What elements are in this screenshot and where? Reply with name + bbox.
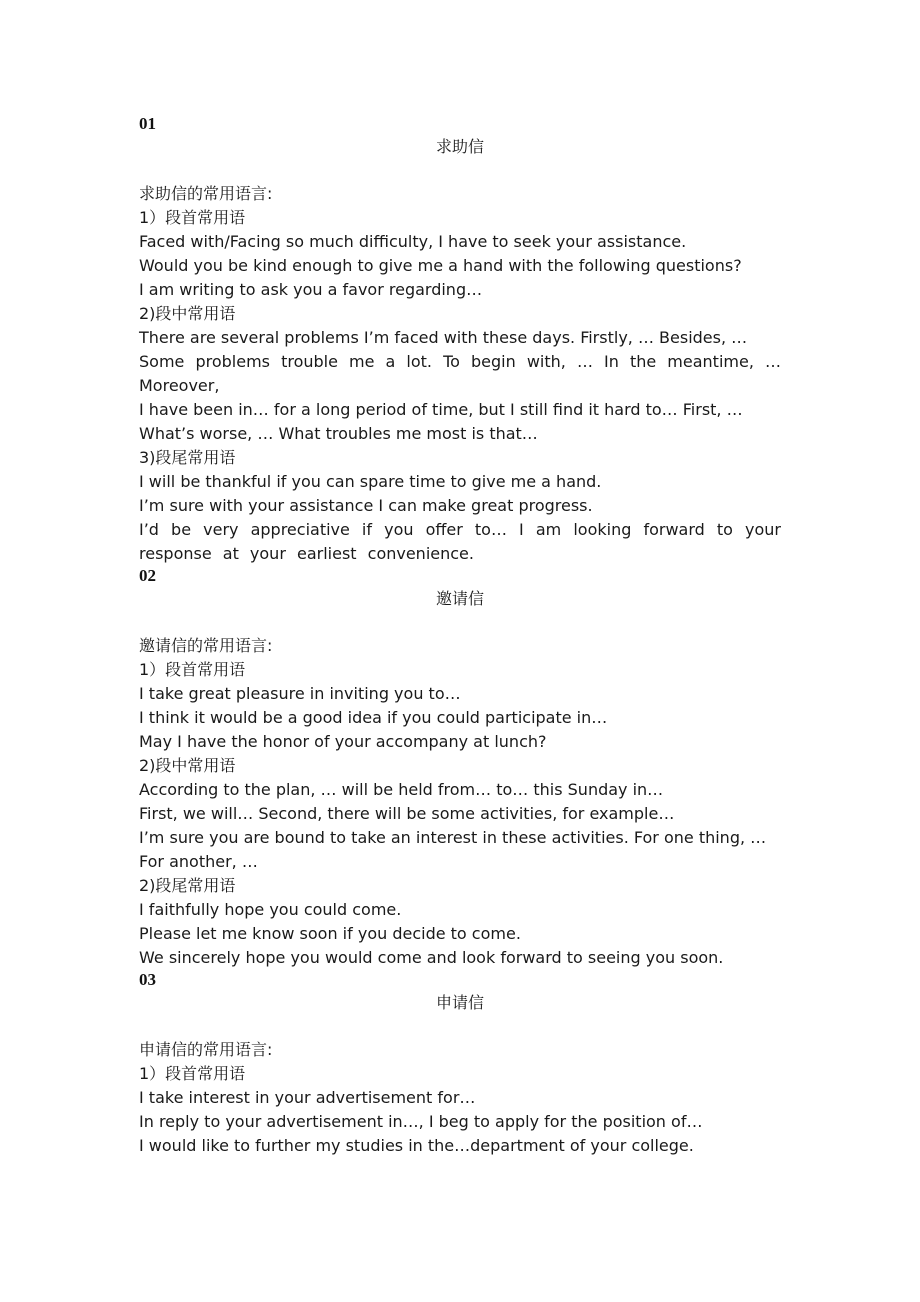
section-intro: 邀请信的常用语言:: [139, 636, 273, 655]
phrase-line: In reply to your advertisement in…, I beg to apply for the position of…: [139, 1112, 703, 1131]
section-invitation-letter: [139, 566, 781, 970]
phrase-line: For another, …: [139, 852, 258, 871]
section-title: 求助信: [435, 137, 484, 156]
part-heading: 3)段尾常用语: [139, 448, 236, 467]
phrase-line: I will be thankful if you can spare time to give me a hand.: [139, 472, 602, 491]
phrase-line: I take great pleasure in inviting you to…: [139, 684, 461, 703]
part-heading: 2)段尾常用语: [139, 876, 236, 895]
phrase-line: I’m sure you are bound to take an interest in these activities. For one thing, …: [139, 828, 767, 847]
phrase-line: I faithfully hope you could come.: [139, 900, 402, 919]
phrase-line: Please let me know soon if you decide to come.: [139, 924, 521, 943]
part-heading: 1）段首常用语: [139, 660, 246, 679]
section-title: 邀请信: [435, 589, 484, 608]
phrase-line: I think it would be a good idea if you could participate in…: [139, 708, 608, 727]
phrase-line: According to the plan, … will be held from… to… this Sunday in…: [139, 780, 664, 799]
part-heading: 2)段中常用语: [139, 756, 236, 775]
phrase-line: Would you be kind enough to give me a hand with the following questions?: [139, 256, 742, 275]
phrase-line: I’m sure with your assistance I can make great progress.: [139, 496, 593, 515]
phrase-line: There are several problems I’m faced with these days. Firstly, … Besides, …: [139, 328, 748, 347]
phrase-line: May I have the honor of your accompany at lunch?: [139, 732, 547, 751]
phrase-line: I have been in… for a long period of time, but I still find it hard to… First, …: [139, 400, 743, 419]
document-content: [139, 114, 781, 1158]
section-help-letter: [139, 114, 781, 566]
section-number: 02: [139, 566, 156, 585]
section-title: 申请信: [435, 993, 484, 1012]
phrase-line: We sincerely hope you would come and look forward to seeing you soon.: [139, 948, 724, 967]
phrase-line: I’d be very appreciative if you offer to… I am looking forward to your response at your earliest convenience.: [139, 520, 781, 563]
section-intro: 申请信的常用语言:: [139, 1040, 273, 1059]
phrase-line: Some problems trouble me a lot. To begin with, … In the meantime, … Moreover,: [139, 352, 781, 395]
phrase-line: I take interest in your advertisement for…: [139, 1088, 476, 1107]
phrase-line: Faced with/Facing so much difficulty, I have to seek your assistance.: [139, 232, 687, 251]
part-heading: 1）段首常用语: [139, 1064, 246, 1083]
phrase-line: First, we will… Second, there will be some activities, for example…: [139, 804, 675, 823]
phrase-line: I would like to further my studies in the…department of your college.: [139, 1136, 694, 1155]
phrase-line: I am writing to ask you a favor regarding…: [139, 280, 483, 299]
section-intro: 求助信的常用语言:: [139, 184, 273, 203]
part-heading: 2)段中常用语: [139, 304, 236, 323]
phrase-line: What’s worse, … What troubles me most is that…: [139, 424, 538, 443]
section-number: 01: [139, 114, 156, 133]
section-application-letter: [139, 970, 781, 1158]
part-heading: 1）段首常用语: [139, 208, 246, 227]
section-number: 03: [139, 970, 156, 989]
